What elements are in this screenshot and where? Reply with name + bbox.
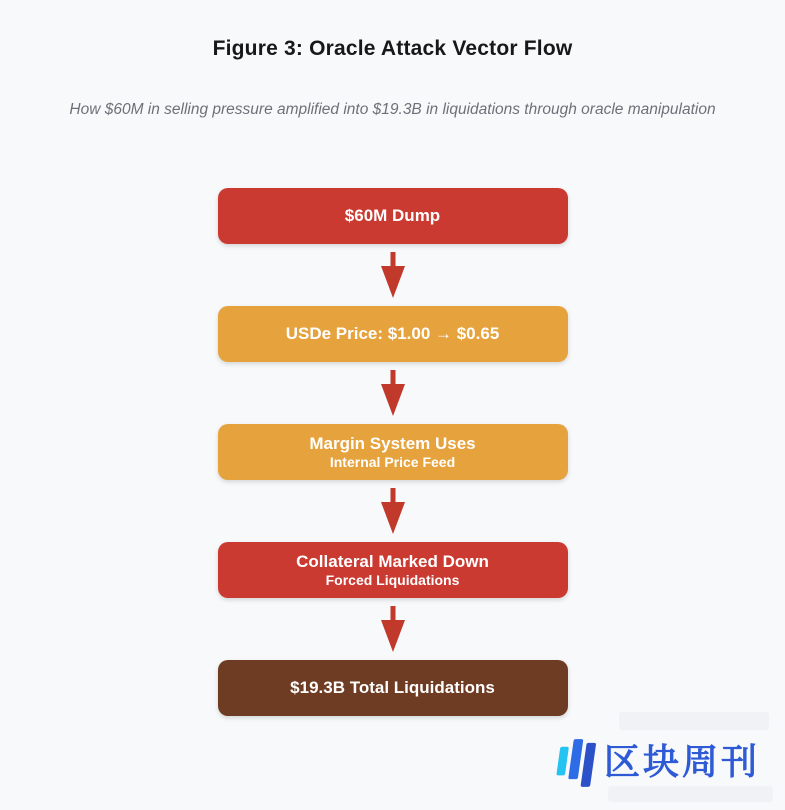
flow-node-label: Collateral Marked Down (296, 551, 489, 571)
brand-watermark (555, 736, 760, 788)
flow-node-label: $60M Dump (344, 206, 441, 225)
flow-node-collateral (218, 542, 568, 598)
flow-node-sublabel: Forced Liquidations (325, 571, 460, 588)
flow-node-margin-system (218, 424, 568, 480)
three-bars-logo-icon (555, 736, 597, 788)
figure-subtitle: How $60M in selling pressure amplified into $19.3B in liquidations through oracle manipulation (69, 101, 716, 118)
figure-title: Figure 3: Oracle Attack Vector Flow (212, 37, 573, 60)
brand-logo-text: 区块周刊 (603, 741, 760, 782)
down-arrow-icon (380, 362, 406, 424)
flow-node-label: $19.3B Total Liquidations (290, 678, 495, 697)
down-arrow-icon (380, 598, 406, 660)
faint-watermark-smudge (619, 712, 769, 730)
down-arrow-icon (380, 480, 406, 542)
flow-node-total-liquidations (218, 660, 568, 716)
flow-node-usde-price (218, 306, 568, 362)
flow-node-dump (218, 188, 568, 244)
flow-node-label: Margin System Uses (309, 433, 476, 453)
flow-node-sublabel: Internal Price Feed (329, 453, 456, 470)
flow-node-label: USDe Price: $1.00 → $0.65 (285, 324, 500, 343)
faint-watermark-smudge (608, 786, 773, 802)
down-arrow-icon (380, 244, 406, 306)
flow-diagram (0, 188, 785, 716)
